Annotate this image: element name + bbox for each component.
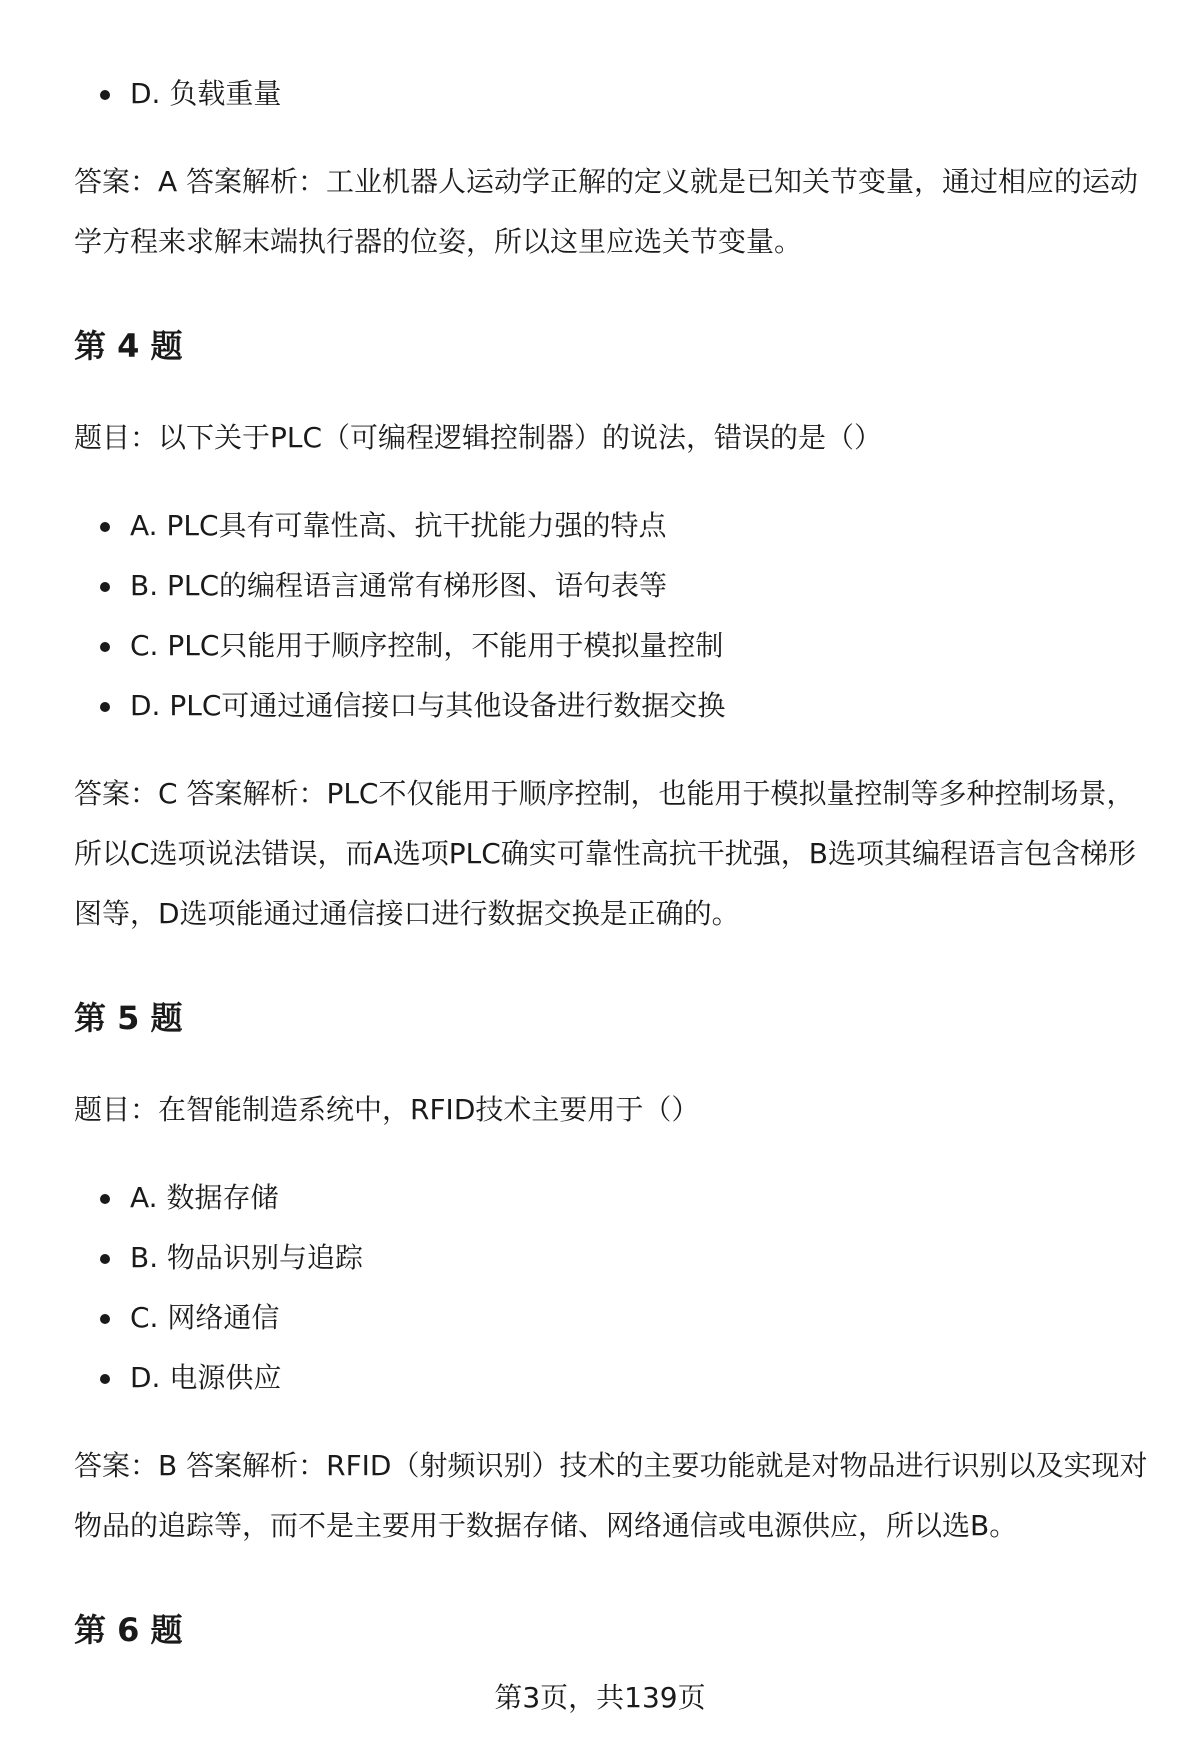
q4-question: 题目：以下关于PLC（可编程逻辑控制器）的说法，错误的是（） [74,421,883,454]
q6-heading: 第 6 题 [74,1611,183,1649]
q3-answer: 答案：A 答案解析：工业机器人运动学正解的定义就是已知关节变量，通过相应的运动学方程来求解末端执行器的位姿，所以这里应选关节变量。 [74,165,1139,258]
q3-option-d: D. 负载重量 [74,64,1154,124]
q4-option-b: B. PLC的编程语言通常有梯形图、语句表等 [74,556,1154,616]
q5-question: 题目：在智能制造系统中，RFID技术主要用于（） [74,1093,700,1126]
q4-option-a: A. PLC具有可靠性高、抗干扰能力强的特点 [74,496,1154,556]
q4-heading: 第 4 题 [74,327,183,365]
q5-option-a: A. 数据存储 [74,1168,1154,1228]
q4-option-d: D. PLC可通过通信接口与其他设备进行数据交换 [74,676,1154,736]
page-footer: 第3页，共139页 [494,1681,706,1714]
q5-option-b: B. 物品识别与追踪 [74,1228,1154,1288]
q3-options [74,64,1154,124]
q5-options [74,1168,1154,1408]
page-content [74,64,1154,1652]
q4-answer: 答案：C 答案解析：PLC不仅能用于顺序控制，也能用于模拟量控制等多种控制场景，所以C选项说法错误，而A选项PLC确实可靠性高抗干扰强，B选项其编程语言包含梯形图等，D选项能通过通信接口进行数据交换是正确的。 [74,777,1136,930]
q5-heading: 第 5 题 [74,999,183,1037]
q5-option-d: D. 电源供应 [74,1348,1154,1408]
q4-option-c: C. PLC只能用于顺序控制，不能用于模拟量控制 [74,616,1154,676]
q5-answer: 答案：B 答案解析：RFID（射频识别）技术的主要功能就是对物品进行识别以及实现对物品的追踪等，而不是主要用于数据存储、网络通信或电源供应，所以选B。 [74,1449,1148,1542]
q4-options [74,496,1154,736]
q5-option-c: C. 网络通信 [74,1288,1154,1348]
